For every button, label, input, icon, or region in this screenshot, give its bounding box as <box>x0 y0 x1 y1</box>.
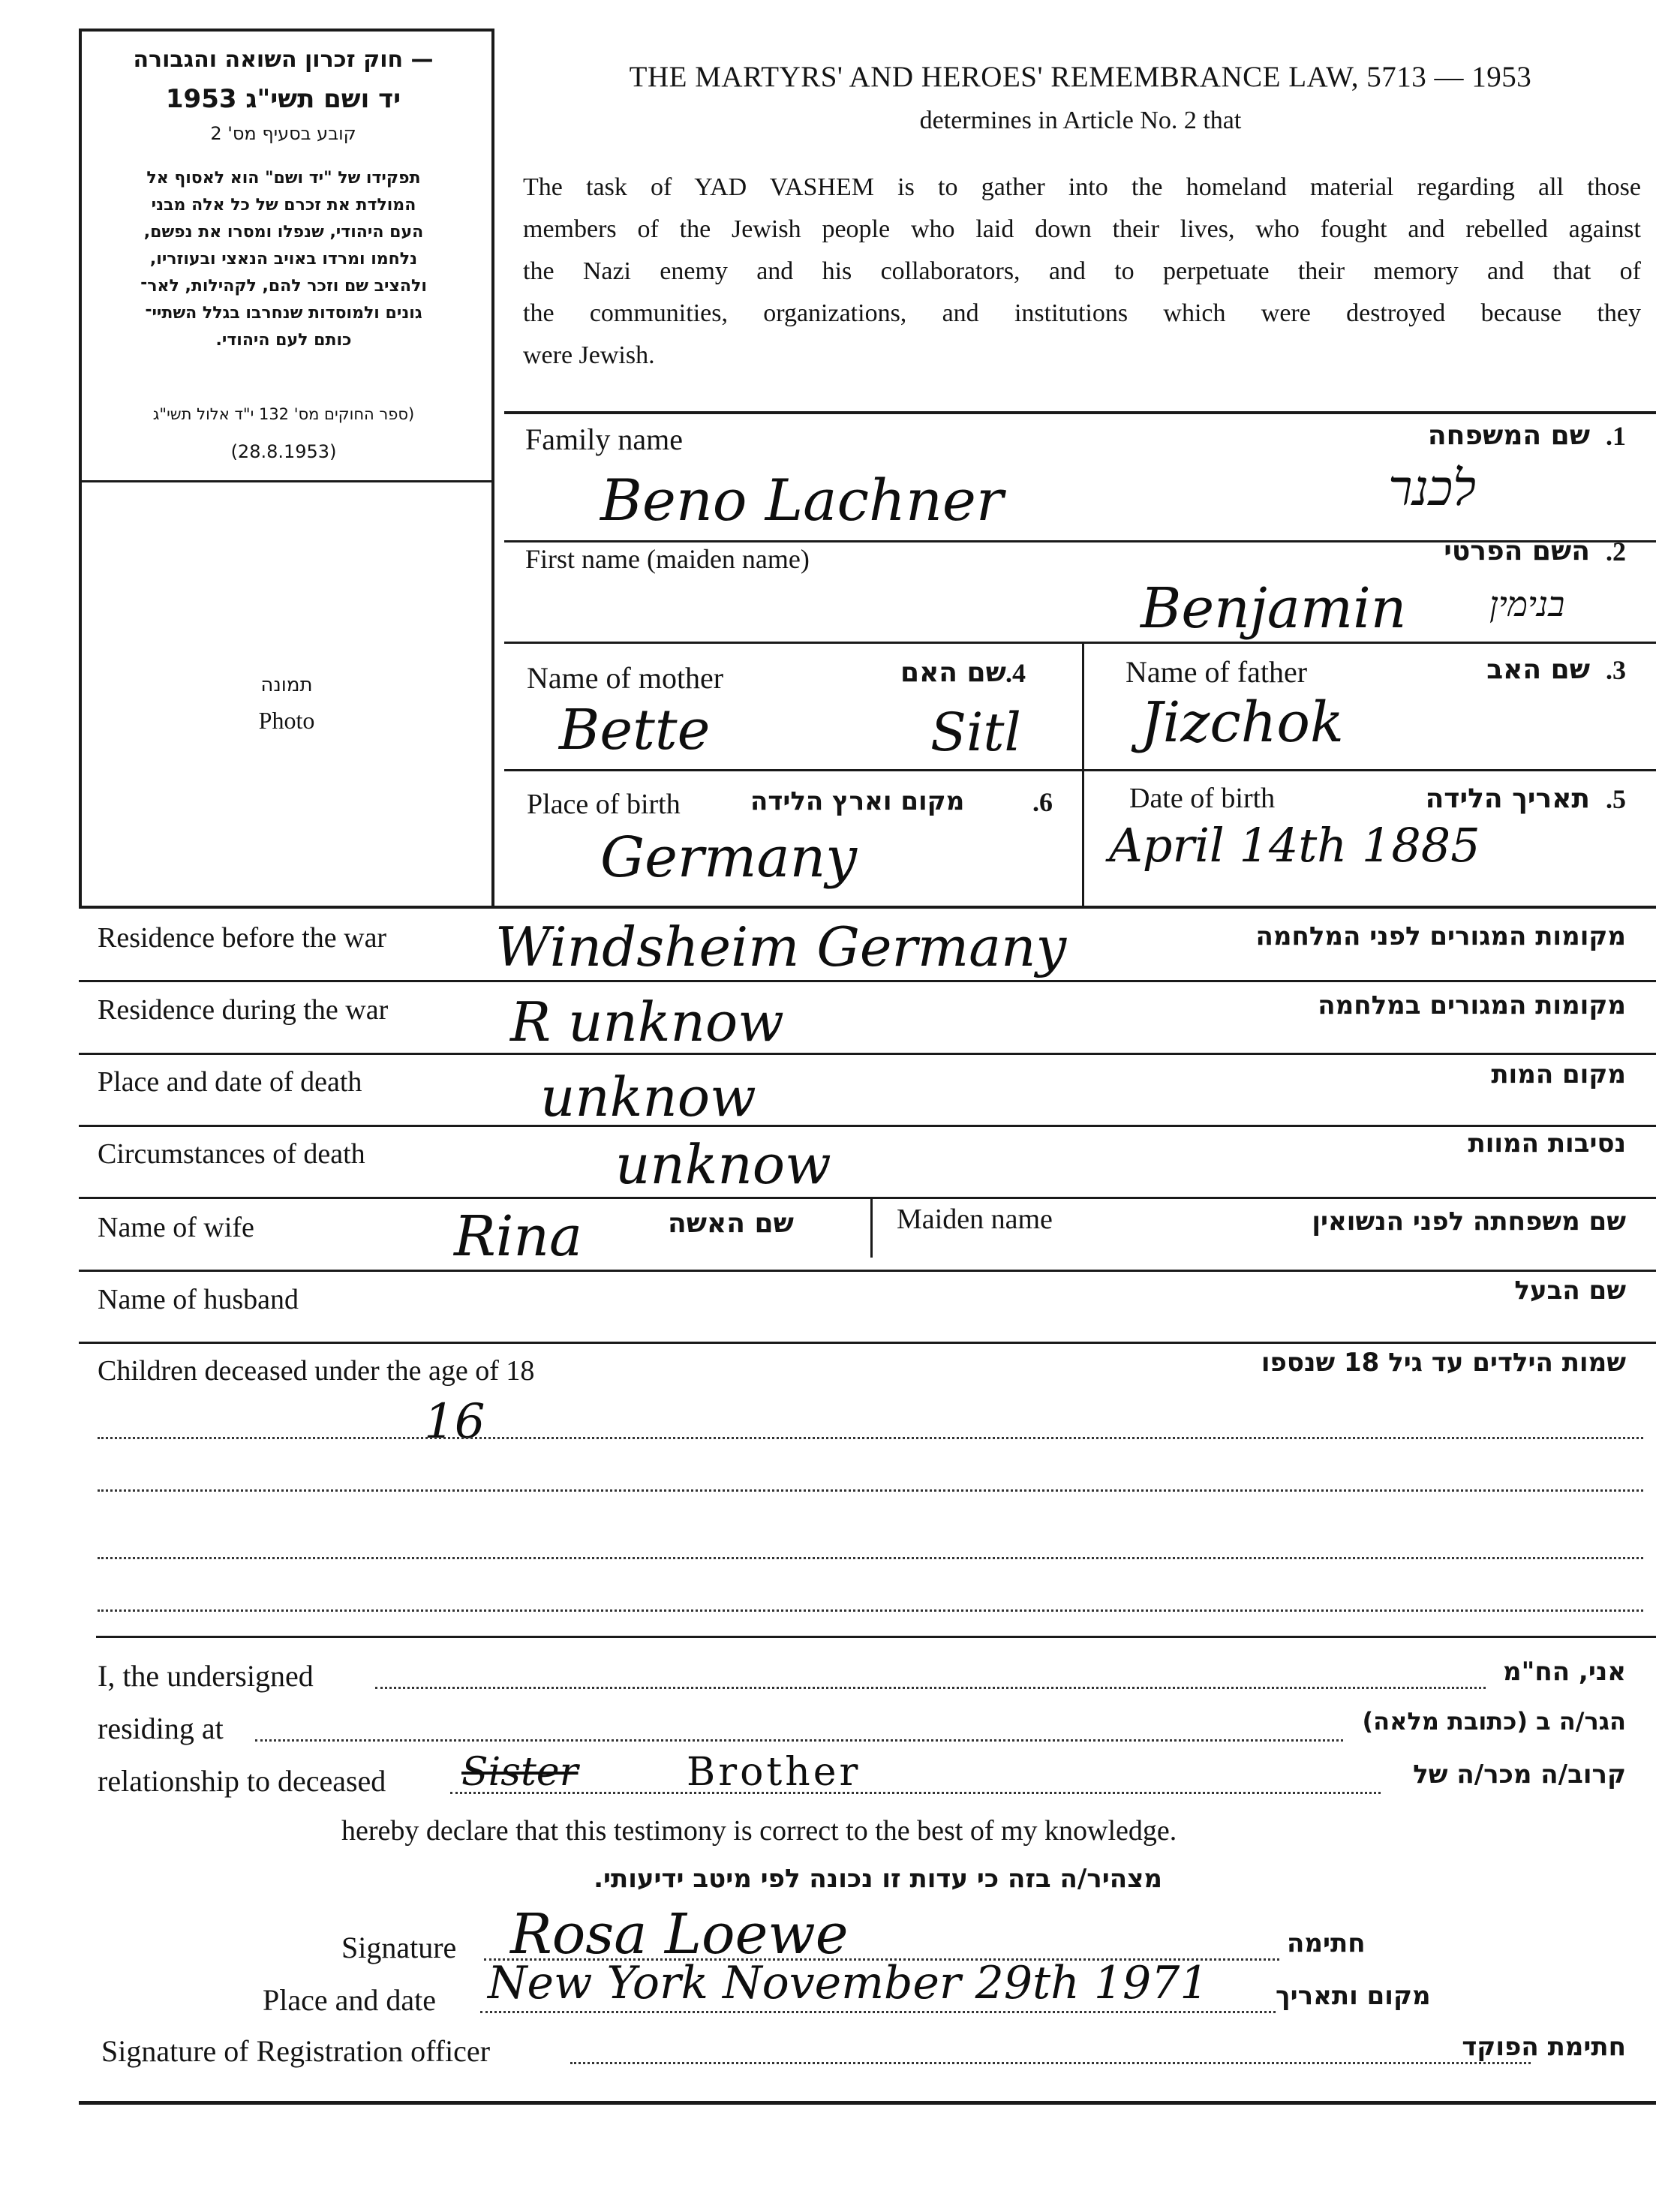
family-name-heb: שם המשפחה <box>1427 420 1590 451</box>
relationship-line[interactable] <box>450 1792 1381 1794</box>
wife-value[interactable]: Rina <box>454 1204 583 1269</box>
children-line <box>98 1557 1643 1559</box>
law-heb-body <box>84 165 483 354</box>
first-name-heb: השם הפרטי <box>1444 536 1590 567</box>
place-date-death-label: Place and date of death <box>98 1066 362 1098</box>
undersigned-heb: אני, הח"מ <box>1503 1657 1626 1687</box>
law-box-left-border <box>79 29 82 906</box>
children-line <box>98 1609 1643 1612</box>
rule <box>504 411 1656 414</box>
first-name-value-heb[interactable]: בנימין <box>1489 584 1565 624</box>
law-heb-title-1: — חוק זכרון השואה והגבורה <box>133 47 434 73</box>
photo-label: Photo <box>258 707 315 734</box>
form-title: THE MARTYRS' AND HEROES' REMEMBRANCE LAW, 5713 — 1953 <box>629 61 1532 93</box>
rule <box>79 1197 1656 1199</box>
signature-value[interactable]: Rosa Loewe <box>510 1902 849 1967</box>
law-heb-subtitle: קובע בסעיף מס' 2 <box>210 123 356 144</box>
residence-before-value[interactable]: Windsheim Germany <box>495 915 1067 978</box>
law-box-right-border <box>491 29 494 906</box>
relationship-heb: קרוב/ה מכר/ה של <box>1413 1760 1626 1790</box>
place-date-heb: מקום ותאריך <box>1276 1981 1431 2011</box>
mother-heb: שם האם <box>900 657 1006 688</box>
place-of-birth-heb: מקום וארץ הלידה <box>750 786 965 816</box>
undersigned-label: I, the undersigned <box>98 1659 314 1693</box>
children-heb: שמות הילדים עד גיל 18 שנספו <box>1261 1348 1626 1378</box>
wife-label: Name of wife <box>98 1212 254 1243</box>
children-line <box>98 1489 1643 1492</box>
officer-label: Signature of Registration officer <box>101 2034 491 2068</box>
form-subtitle: determines in Article No. 2 that <box>919 107 1242 134</box>
rule <box>79 2101 1656 2105</box>
children-line <box>98 1437 1643 1439</box>
circumstances-value[interactable]: unknow <box>615 1133 831 1196</box>
place-date-death-value[interactable]: unknow <box>540 1065 756 1129</box>
field-num: .3 <box>1606 655 1626 685</box>
law-heb-line: תפקידו של "יד ושם" הוא לאסוף אל <box>146 169 421 188</box>
wife-heb: שם האשה <box>668 1208 794 1239</box>
father-heb: שם האב <box>1486 654 1590 685</box>
rule <box>79 980 1656 982</box>
date-of-birth-value[interactable]: April 14th 1885 <box>1109 818 1480 873</box>
law-text-line: were Jewish. <box>523 341 655 369</box>
rule <box>79 1125 1656 1127</box>
children-label: Children deceased under the age of 18 <box>98 1355 535 1387</box>
rule <box>79 906 1656 909</box>
mother-value-2[interactable]: Sitl <box>930 702 1021 763</box>
law-box-divider <box>79 480 494 482</box>
residence-before-heb: מקומות המגורים לפני המלחמה <box>1255 921 1626 951</box>
relationship-value[interactable]: Brother <box>687 1750 861 1795</box>
law-heb-line: נלחמו ומרדו באויב הנאצי ובעוזריו, <box>149 250 418 269</box>
maiden-name-heb: שם משפחתה לפני הנשואין <box>1312 1207 1626 1237</box>
place-date-death-heb: מקום המות <box>1491 1059 1626 1089</box>
declaration-statement-heb: מצהיר/ה בזה כי עדות זו נכונה לפי מיטב ידיעותי. <box>594 1864 1162 1894</box>
law-heb-line: ולהציב שם וזכר להם, לקהילות, לאר־ <box>140 277 427 296</box>
residing-label: residing at <box>98 1712 224 1745</box>
relationship-label: relationship to deceased <box>98 1764 386 1798</box>
law-text-line: The task of YAD VASHEM is to gather into the homeland material regarding all those <box>523 173 1641 201</box>
residing-heb: הגר/ה ב (כתובת מלאה) <box>1362 1707 1626 1736</box>
rule <box>96 1636 1656 1638</box>
place-date-label: Place and date <box>263 1983 436 2017</box>
residence-before-label: Residence before the war <box>98 922 387 954</box>
first-name-value[interactable]: Benjamin <box>1141 576 1407 641</box>
date-of-birth-label: Date of birth <box>1129 783 1276 814</box>
maiden-name-label: Maiden name <box>897 1204 1053 1235</box>
rule <box>79 1342 1656 1344</box>
circumstances-label: Circumstances of death <box>98 1138 365 1170</box>
rule-vertical <box>1082 644 1084 908</box>
date-of-birth-heb: תאריך הלידה <box>1425 783 1590 814</box>
law-text-line: members of the Jewish people who laid down their lives, who fought and rebelled against <box>523 215 1641 243</box>
field-num: .5 <box>1606 784 1626 814</box>
law-text-line: the communities, organizations, and institutions which were destroyed because they <box>523 299 1641 327</box>
law-text-line: the Nazi enemy and his collaborators, and to perpetuate their memory and that of <box>523 257 1641 285</box>
place-of-birth-value[interactable]: Germany <box>600 825 858 890</box>
family-name-label: Family name <box>525 422 683 456</box>
law-heb-line: העם היהודי, שנפלו ומסרו את נפשם, <box>143 223 424 242</box>
husband-heb: שם הבעל <box>1514 1276 1626 1306</box>
undersigned-line[interactable] <box>375 1687 1486 1689</box>
signature-heb: חתימה <box>1287 1928 1366 1958</box>
law-box-top-border <box>79 29 494 32</box>
law-heb-date: (28.8.1953) <box>230 441 337 462</box>
officer-line[interactable] <box>570 2062 1531 2064</box>
mother-value-1[interactable]: Bette <box>559 698 711 762</box>
law-heb-title-2: יד ושם תשי"ג 1953 <box>165 84 401 114</box>
residence-during-heb: מקומות המגורים במלחמה <box>1318 990 1626 1020</box>
family-name-value-heb[interactable]: לכנר <box>1388 459 1477 517</box>
residing-line[interactable] <box>255 1739 1343 1742</box>
field-num: .2 <box>1606 536 1626 567</box>
circumstances-heb: נסיבות המוות <box>1468 1129 1626 1159</box>
law-heb-line: המולדת את זכרם של כל אלה מבני <box>151 196 416 215</box>
children-value[interactable]: 16 <box>424 1394 485 1450</box>
residence-during-value[interactable]: R unknow <box>510 990 784 1053</box>
signature-label: Signature <box>341 1931 457 1964</box>
law-heb-line: כותם לעם היהודי. <box>215 331 352 350</box>
husband-label: Name of husband <box>98 1284 299 1315</box>
declaration-statement: hereby declare that this testimony is correct to the best of my knowledge. <box>341 1815 1177 1847</box>
law-heb-source: (ספר החוקים מס' 132 י"ד אלול תשי"ג <box>152 405 415 423</box>
place-date-value[interactable]: New York November 29th 1971 <box>488 1957 1209 2009</box>
field-num: .1 <box>1606 421 1626 451</box>
law-heb-line: גונים ולמוסדות שנחרבו בגלל השתיי־ <box>145 304 422 323</box>
rule <box>79 1270 1656 1272</box>
place-of-birth-label: Place of birth <box>527 789 681 820</box>
mother-label: Name of mother <box>527 661 724 695</box>
family-name-value[interactable]: Beno Lachner <box>600 467 1004 533</box>
officer-heb: חתימת הפוקד <box>1462 2032 1626 2062</box>
rule <box>79 1053 1656 1055</box>
father-label: Name of father <box>1126 655 1308 689</box>
photo-label-heb: תמונה <box>260 674 313 696</box>
rule-vertical <box>870 1199 873 1258</box>
law-text <box>523 167 1641 377</box>
rule <box>504 769 1656 771</box>
field-num: .6 <box>1032 787 1053 817</box>
first-name-label: First name (maiden name) <box>525 544 810 574</box>
father-value[interactable]: Jizchok <box>1141 690 1344 755</box>
rule <box>504 642 1656 644</box>
residence-during-label: Residence during the war <box>98 994 389 1026</box>
place-date-line[interactable] <box>480 2011 1276 2013</box>
relationship-struck: Sister <box>461 1750 579 1795</box>
field-num: .4 <box>1005 658 1026 688</box>
